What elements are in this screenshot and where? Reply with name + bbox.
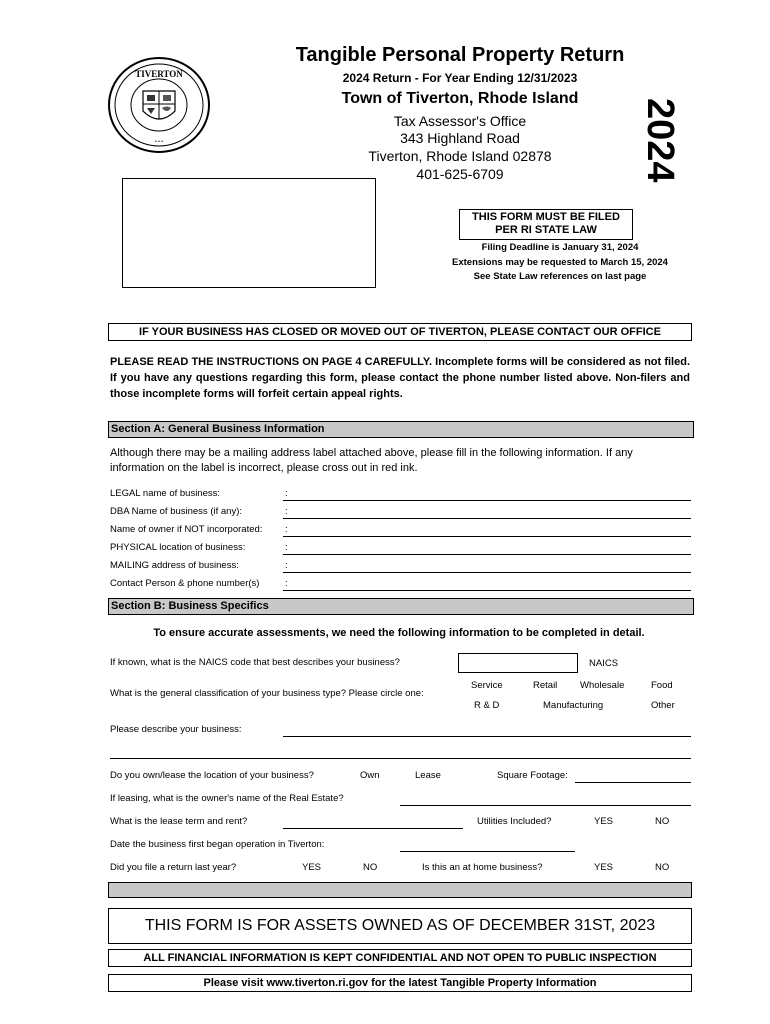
class-other[interactable]: Other (651, 700, 675, 711)
assets-notice: THIS FORM IS FOR ASSETS OWNED AS OF DECEMBER 31ST, 2023 (108, 908, 692, 944)
office-name: Tax Assessor's Office (393, 113, 527, 129)
owner-name-label: Name of owner if NOT incorporated: (110, 524, 263, 535)
field-colon: : (285, 542, 288, 553)
contact-person-label: Contact Person & phone number(s) (110, 578, 260, 589)
field-colon: : (285, 578, 288, 589)
naics-label: NAICS (589, 658, 619, 669)
filed-return-question: Did you file a return last year? (110, 862, 237, 873)
closed-notice: IF YOUR BUSINESS HAS CLOSED OR MOVED OUT OF TIVERTON, PLEASE CONTACT OUR OFFICE (108, 323, 692, 341)
class-food[interactable]: Food (651, 680, 673, 691)
must-file-line2: PER RI STATE LAW (495, 224, 597, 236)
filed-return-yes[interactable]: YES (302, 862, 322, 873)
must-file-box (459, 209, 633, 240)
home-business-question: Is this an at home business? (422, 862, 543, 873)
own-lease-question: Do you own/lease the location of your business? (110, 770, 314, 781)
section-b-note: To ensure accurate assessments, we need the following information to be completed in detail. (153, 627, 645, 639)
filing-extensions: Extensions may be requested to March 15, 2024 (452, 257, 668, 268)
utilities-no[interactable]: NO (655, 816, 670, 827)
website-notice: Please visit www.tiverton.ri.gov for the latest Tangible Property Information (108, 974, 692, 992)
office-phone: 401-625-6709 (416, 166, 504, 182)
office-street: 343 Highland Road (400, 130, 520, 146)
section-b-header: Section B: Business Specifics (108, 598, 694, 615)
lease-term-question: What is the lease term and rent? (110, 816, 248, 827)
physical-location-field[interactable] (283, 554, 691, 555)
section-a-header: Section A: General Business Information (108, 421, 694, 438)
option-lease[interactable]: Lease (415, 770, 441, 781)
must-file-line1: THIS FORM MUST BE FILED (472, 211, 620, 223)
field-colon: : (285, 524, 288, 535)
describe-field-line1[interactable] (283, 736, 691, 737)
class-manufacturing[interactable]: Manufacturing (543, 700, 604, 711)
filing-deadline: Filing Deadline is January 31, 2024 (481, 242, 639, 253)
form-subtitle: 2024 Return - For Year Ending 12/31/2023 (342, 71, 578, 85)
owner-real-estate-question: If leasing, what is the owner's name of the Real Estate? (110, 793, 344, 804)
field-colon: : (285, 506, 288, 517)
instructions-paragraph: PLEASE READ THE INSTRUCTIONS ON PAGE 4 CAREFULLY. Incomplete forms will be considered as not filed. If you have any questions regarding this form, please contact the phone number listed above. Non-filers and those incomplete forms will forfeit certain appeal rights. (110, 356, 690, 400)
dba-name-field[interactable] (283, 518, 691, 519)
square-footage-label: Square Footage: (497, 770, 568, 781)
class-wholesale[interactable]: Wholesale (580, 680, 625, 691)
class-service[interactable]: Service (471, 680, 503, 691)
home-business-no[interactable]: NO (655, 862, 670, 873)
option-own[interactable]: Own (360, 770, 380, 781)
describe-field-line2[interactable] (110, 758, 691, 759)
date-began-question: Date the business first began operation in Tiverton: (110, 839, 325, 850)
svg-text:• • •: • • • (154, 139, 164, 145)
owner-name-field[interactable] (283, 536, 691, 537)
mailing-address-label: MAILING address of business: (110, 560, 239, 571)
physical-location-label: PHYSICAL location of business: (110, 542, 246, 553)
year-label: 2024 (639, 98, 681, 183)
confidential-notice: ALL FINANCIAL INFORMATION IS KEPT CONFIDENTIAL AND NOT OPEN TO PUBLIC INSPECTION (108, 949, 692, 967)
home-business-yes[interactable]: YES (594, 862, 614, 873)
seal-text: TIVERTON (135, 69, 183, 79)
utilities-question: Utilities Included? (477, 816, 552, 827)
filing-references: See State Law references on last page (473, 271, 647, 282)
describe-question: Please describe your business: (110, 724, 242, 735)
legal-name-label: LEGAL name of business: (110, 488, 221, 499)
legal-name-field[interactable] (283, 500, 691, 501)
field-colon: : (285, 560, 288, 571)
contact-person-field[interactable] (283, 590, 691, 591)
class-retail[interactable]: Retail (533, 680, 558, 691)
filed-return-no[interactable]: NO (363, 862, 378, 873)
mailing-label-box (122, 178, 376, 288)
naics-question: If known, what is the NAICS code that best describes your business? (110, 657, 400, 668)
form-title: Tangible Personal Property Return (295, 44, 625, 66)
section-a-intro: Although there may be a mailing address label attached above, please fill in the following information. If any information on the label is incorrect, please cross out in red ink. (110, 447, 633, 474)
town-seal (106, 55, 214, 155)
square-footage-field[interactable] (575, 782, 691, 783)
mailing-address-field[interactable] (283, 572, 691, 573)
town-name: Town of Tiverton, Rhode Island (341, 90, 579, 107)
field-colon: : (285, 488, 288, 499)
utilities-yes[interactable]: YES (594, 816, 614, 827)
owner-real-estate-field[interactable] (400, 805, 691, 806)
naics-input[interactable] (458, 653, 578, 673)
classification-question: What is the general classification of your business type? Please circle one: (110, 688, 424, 699)
class-r-and-d[interactable]: R & D (474, 700, 500, 711)
dba-name-label: DBA Name of business (if any): (110, 506, 242, 517)
office-city: Tiverton, Rhode Island 02878 (368, 148, 552, 164)
lease-term-field[interactable] (283, 828, 463, 829)
date-began-field[interactable] (400, 851, 575, 852)
divider-bar (108, 882, 692, 898)
